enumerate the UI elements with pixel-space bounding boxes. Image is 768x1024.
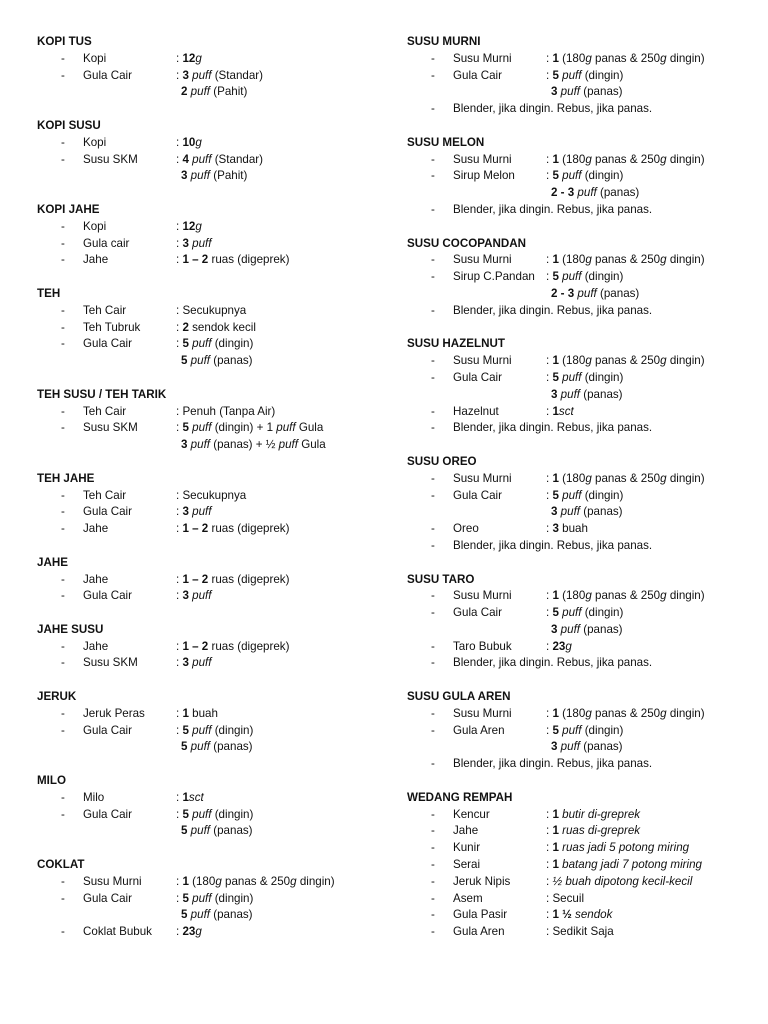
- bullet-dash: -: [61, 68, 65, 82]
- ingredient-name: Teh Cair: [83, 488, 127, 502]
- recipe-title: SUSU MELON: [407, 135, 485, 149]
- instruction-text: Blender, jika dingin. Rebus, jika panas.: [453, 421, 653, 435]
- ingredient-name: Oreo: [453, 522, 479, 536]
- ingredient-line: [407, 840, 762, 857]
- bullet-dash: -: [431, 706, 435, 720]
- bullet-dash: -: [61, 891, 65, 905]
- ingredient-name: Kopi: [83, 219, 107, 233]
- ingredient-name: Susu Murni: [453, 354, 512, 368]
- ingredient-amount: : 1 (180g panas & 250g dingin): [546, 471, 705, 485]
- recipe-kopi-susu: [37, 118, 397, 185]
- ingredient-line: [407, 370, 762, 387]
- ingredient-line: [37, 336, 397, 353]
- ingredient-amount: : 5 puff (dingin): [176, 723, 254, 737]
- bullet-dash: -: [61, 572, 65, 586]
- ingredient-amount: : 2 sendok kecil: [176, 320, 256, 334]
- ingredient-amount: : 3 buah: [546, 522, 588, 536]
- ingredient-line: [37, 303, 397, 320]
- bullet-dash: -: [431, 303, 435, 317]
- recipe-teh: [37, 286, 397, 370]
- ingredient-amount: : 5 puff (dingin): [546, 68, 624, 82]
- ingredient-amount: 3 puff (panas): [551, 740, 623, 754]
- ingredient-amount: 2 puff (Pahit): [181, 85, 248, 99]
- ingredient-line: [407, 353, 762, 370]
- ingredient-name: Susu Murni: [83, 874, 142, 888]
- ingredient-line: [37, 320, 397, 337]
- bullet-dash: -: [431, 807, 435, 821]
- ingredient-name: Susu Murni: [453, 51, 512, 65]
- instruction-line: [407, 756, 762, 773]
- ingredient-name: Susu Murni: [453, 253, 512, 267]
- ingredient-continuation: [37, 907, 397, 924]
- ingredient-line: [37, 68, 397, 85]
- ingredient-name: Jahe: [83, 572, 109, 586]
- ingredient-line: [407, 605, 762, 622]
- ingredient-line: [37, 51, 397, 68]
- ingredient-name: Teh Tubruk: [83, 320, 141, 334]
- ingredient-amount: : Secuil: [546, 891, 585, 905]
- ingredient-continuation: [407, 286, 762, 303]
- bullet-dash: -: [431, 253, 435, 267]
- ingredient-line: [37, 420, 397, 437]
- ingredient-name: Milo: [83, 790, 105, 804]
- ingredient-line: [407, 924, 762, 941]
- ingredient-amount: : Sedikit Saja: [546, 925, 614, 939]
- bullet-dash: -: [431, 202, 435, 216]
- ingredient-line: [37, 807, 397, 824]
- bullet-dash: -: [431, 354, 435, 368]
- ingredient-amount: : 1 (180g panas & 250g dingin): [546, 152, 705, 166]
- ingredient-amount: : 5 puff (dingin): [176, 891, 254, 905]
- instruction-line: [407, 538, 762, 555]
- ingredient-name: Gula Aren: [453, 723, 505, 737]
- ingredient-line: [37, 706, 397, 723]
- ingredient-line: [407, 404, 762, 421]
- ingredient-name: Kunir: [453, 841, 481, 855]
- ingredient-amount: 3 puff (panas) + ½ puff Gula: [181, 438, 326, 452]
- bullet-dash: -: [431, 68, 435, 82]
- ingredient-line: [37, 152, 397, 169]
- ingredient-name: Susu Murni: [453, 152, 512, 166]
- recipe-title: JERUK: [37, 690, 77, 704]
- bullet-dash: -: [61, 723, 65, 737]
- ingredient-line: [407, 907, 762, 924]
- ingredient-continuation: [407, 185, 762, 202]
- recipe-milo: [37, 773, 397, 840]
- ingredient-amount: : 5 puff (dingin): [546, 606, 624, 620]
- recipe-susu-cocopandan: [407, 236, 762, 320]
- ingredient-line: [407, 639, 762, 656]
- ingredient-continuation: [37, 168, 397, 185]
- ingredient-amount: : Penuh (Tanpa Air): [176, 404, 276, 418]
- ingredient-name: Susu SKM: [83, 421, 138, 435]
- ingredient-amount: : 3 puff: [176, 656, 212, 670]
- recipe-title: SUSU MURNI: [407, 35, 481, 48]
- bullet-dash: -: [431, 370, 435, 384]
- bullet-dash: -: [61, 656, 65, 670]
- ingredient-line: [37, 219, 397, 236]
- ingredient-amount: : Secukupnya: [176, 488, 247, 502]
- bullet-dash: -: [431, 488, 435, 502]
- ingredient-continuation: [37, 823, 397, 840]
- ingredient-amount: : 4 puff (Standar): [176, 152, 264, 166]
- ingredient-name: Taro Bubuk: [453, 639, 512, 653]
- bullet-dash: -: [431, 656, 435, 670]
- ingredient-continuation: [37, 739, 397, 756]
- bullet-dash: -: [61, 639, 65, 653]
- ingredient-name: Susu Murni: [453, 706, 512, 720]
- ingredient-name: Gula Cair: [453, 606, 502, 620]
- ingredient-amount: : 1 – 2 ruas (digeprek): [176, 639, 290, 653]
- instruction-text: Blender, jika dingin. Rebus, jika panas.: [453, 656, 653, 670]
- recipe-susu-murni: [407, 34, 762, 118]
- ingredient-line: [37, 655, 397, 672]
- bullet-dash: -: [61, 51, 65, 65]
- bullet-dash: -: [431, 589, 435, 603]
- ingredient-name: Gula Cair: [83, 589, 132, 603]
- recipe-teh-jahe: [37, 471, 397, 538]
- ingredient-line: [407, 252, 762, 269]
- ingredient-line: [407, 823, 762, 840]
- recipe-title: TEH: [37, 286, 61, 300]
- ingredient-amount: : 1 (180g panas & 250g dingin): [546, 253, 705, 267]
- bullet-dash: -: [431, 152, 435, 166]
- ingredient-amount: : 5 puff (dingin): [546, 169, 624, 183]
- bullet-dash: -: [431, 102, 435, 116]
- ingredient-amount: : 3 puff (Standar): [176, 68, 264, 82]
- ingredient-amount: : 1 ruas di-greprek: [546, 824, 641, 838]
- bullet-dash: -: [431, 270, 435, 284]
- ingredient-amount: 5 puff (panas): [181, 908, 253, 922]
- recipe-title: KOPI TUS: [37, 35, 92, 48]
- ingredient-amount: : 1 – 2 ruas (digeprek): [176, 522, 290, 536]
- ingredient-name: Jeruk Nipis: [453, 874, 511, 888]
- ingredient-line: [407, 588, 762, 605]
- ingredient-name: Gula Cair: [83, 505, 132, 519]
- ingredient-amount: 2 - 3 puff (panas): [551, 186, 640, 200]
- instruction-line: [407, 202, 762, 219]
- bullet-dash: -: [431, 169, 435, 183]
- instruction-text: Blender, jika dingin. Rebus, jika panas.: [453, 538, 653, 552]
- recipe-jahe: [37, 555, 397, 605]
- recipe-susu-gula-aren: [407, 689, 762, 773]
- ingredient-name: Jahe: [83, 639, 109, 653]
- ingredient-amount: : 1 (180g panas & 250g dingin): [546, 589, 705, 603]
- ingredient-amount: : 5 puff (dingin): [176, 337, 254, 351]
- ingredient-name: Gula Cair: [83, 337, 132, 351]
- recipe-jahe-susu: [37, 622, 397, 672]
- ingredient-continuation: [37, 84, 397, 101]
- ingredient-continuation: [407, 739, 762, 756]
- ingredient-line: [407, 723, 762, 740]
- ingredient-amount: : 1 (180g panas & 250g dingin): [176, 874, 335, 888]
- ingredient-line: [407, 874, 762, 891]
- ingredient-line: [407, 521, 762, 538]
- recipe-title: SUSU GULA AREN: [407, 690, 511, 704]
- ingredient-line: [37, 252, 397, 269]
- bullet-dash: -: [431, 925, 435, 939]
- bullet-dash: -: [61, 925, 65, 939]
- ingredient-amount: : 3 puff: [176, 505, 212, 519]
- ingredient-amount: : 1 ruas jadi 5 potong miring: [546, 841, 690, 855]
- ingredient-line: [37, 572, 397, 589]
- ingredient-amount: 3 puff (panas): [551, 85, 623, 99]
- ingredient-line: [37, 891, 397, 908]
- recipe-kopi-tus: [37, 34, 397, 101]
- ingredient-line: [407, 891, 762, 908]
- recipe-teh-susu-teh-tarik: [37, 387, 397, 454]
- bullet-dash: -: [61, 874, 65, 888]
- ingredient-name: Gula Cair: [453, 68, 502, 82]
- ingredient-name: Gula Cair: [83, 891, 132, 905]
- instruction-text: Blender, jika dingin. Rebus, jika panas.: [453, 202, 653, 216]
- ingredient-amount: 5 puff (panas): [181, 740, 253, 754]
- ingredient-amount: : 23g: [176, 925, 202, 939]
- ingredient-name: Serai: [453, 858, 481, 872]
- ingredient-name: Jahe: [453, 824, 479, 838]
- ingredient-line: [37, 924, 397, 941]
- bullet-dash: -: [431, 538, 435, 552]
- ingredient-line: [407, 68, 762, 85]
- ingredient-continuation: [407, 504, 762, 521]
- recipe-wedang-rempah: [407, 790, 762, 941]
- ingredient-line: [407, 51, 762, 68]
- ingredient-amount: : 1sct: [546, 404, 574, 418]
- ingredient-name: Jahe: [83, 522, 109, 536]
- recipe-title: TEH SUSU / TEH TARIK: [37, 387, 167, 401]
- ingredient-amount: : 10g: [176, 135, 202, 149]
- ingredient-amount: : 1 batang jadi 7 potong miring: [546, 858, 702, 872]
- ingredient-name: Jeruk Peras: [83, 706, 145, 720]
- ingredient-amount: : 1 butir di-greprek: [546, 807, 641, 821]
- instruction-line: [407, 655, 762, 672]
- ingredient-name: Teh Cair: [83, 303, 127, 317]
- ingredient-name: Gula Pasir: [453, 908, 508, 922]
- recipe-title: SUSU OREO: [407, 454, 477, 468]
- recipe-title: MILO: [37, 774, 66, 788]
- ingredient-line: [37, 135, 397, 152]
- recipe-susu-oreo: [407, 454, 762, 555]
- ingredient-name: Gula Cair: [83, 723, 132, 737]
- ingredient-line: [37, 790, 397, 807]
- ingredient-line: [37, 874, 397, 891]
- bullet-dash: -: [61, 337, 65, 351]
- ingredient-line: [37, 504, 397, 521]
- ingredient-line: [407, 168, 762, 185]
- ingredient-name: Sirup C.Pandan: [453, 270, 535, 284]
- ingredient-line: [37, 404, 397, 421]
- ingredient-amount: : 12g: [176, 51, 202, 65]
- ingredient-line: [407, 488, 762, 505]
- ingredient-amount: 3 puff (panas): [551, 505, 623, 519]
- ingredient-amount: : 1 (180g panas & 250g dingin): [546, 51, 705, 65]
- bullet-dash: -: [61, 807, 65, 821]
- bullet-dash: -: [61, 706, 65, 720]
- ingredient-amount: : 1sct: [176, 790, 204, 804]
- ingredient-amount: : 23g: [546, 639, 572, 653]
- ingredient-name: Gula Cair: [83, 807, 132, 821]
- ingredient-amount: : 5 puff (dingin): [546, 370, 624, 384]
- ingredient-amount: : 5 puff (dingin): [546, 723, 624, 737]
- bullet-dash: -: [61, 219, 65, 233]
- ingredient-amount: 2 - 3 puff (panas): [551, 286, 640, 300]
- ingredient-amount: 3 puff (panas): [551, 387, 623, 401]
- ingredient-amount: : 1 – 2 ruas (digeprek): [176, 572, 290, 586]
- bullet-dash: -: [61, 589, 65, 603]
- recipe-susu-melon: [407, 135, 762, 219]
- ingredient-amount: : 3 puff: [176, 589, 212, 603]
- ingredient-continuation: [407, 622, 762, 639]
- right-recipe-column: [407, 34, 762, 958]
- bullet-dash: -: [61, 421, 65, 435]
- recipe-coklat: [37, 857, 397, 941]
- ingredient-name: Susu Murni: [453, 589, 512, 603]
- ingredient-name: Gula Aren: [453, 925, 505, 939]
- bullet-dash: -: [61, 135, 65, 149]
- recipe-title: TEH JAHE: [37, 471, 95, 485]
- ingredient-amount: : 1 (180g panas & 250g dingin): [546, 706, 705, 720]
- ingredient-name: Sirup Melon: [453, 169, 515, 183]
- ingredient-name: Gula Cair: [453, 370, 502, 384]
- ingredient-amount: : 5 puff (dingin) + 1 puff Gula: [176, 421, 324, 435]
- recipe-title: SUSU TARO: [407, 572, 475, 586]
- ingredient-continuation: [37, 437, 397, 454]
- recipe-title: KOPI JAHE: [37, 202, 100, 216]
- ingredient-line: [407, 807, 762, 824]
- bullet-dash: -: [61, 790, 65, 804]
- instruction-line: [407, 101, 762, 118]
- bullet-dash: -: [61, 505, 65, 519]
- ingredient-name: Susu Murni: [453, 471, 512, 485]
- ingredient-line: [37, 639, 397, 656]
- ingredient-amount: : Secukupnya: [176, 303, 247, 317]
- bullet-dash: -: [431, 824, 435, 838]
- bullet-dash: -: [431, 891, 435, 905]
- ingredient-name: Hazelnut: [453, 404, 499, 418]
- ingredient-amount: 5 puff (panas): [181, 824, 253, 838]
- bullet-dash: -: [431, 874, 435, 888]
- ingredient-name: Kopi: [83, 135, 107, 149]
- ingredient-name: Teh Cair: [83, 404, 127, 418]
- recipe-title: COKLAT: [37, 858, 85, 872]
- instruction-line: [407, 420, 762, 437]
- ingredient-amount: : 5 puff (dingin): [176, 807, 254, 821]
- ingredient-name: Kopi: [83, 51, 107, 65]
- bullet-dash: -: [431, 639, 435, 653]
- instruction-line: [407, 303, 762, 320]
- ingredient-line: [407, 857, 762, 874]
- bullet-dash: -: [431, 404, 435, 418]
- ingredient-continuation: [37, 353, 397, 370]
- ingredient-line: [37, 488, 397, 505]
- ingredient-amount: : ½ buah dipotong kecil-kecil: [546, 874, 693, 888]
- bullet-dash: -: [61, 303, 65, 317]
- ingredient-continuation: [407, 387, 762, 404]
- ingredient-line: [37, 723, 397, 740]
- ingredient-name: Asem: [453, 891, 483, 905]
- bullet-dash: -: [61, 404, 65, 418]
- recipe-title: WEDANG REMPAH: [407, 790, 513, 804]
- instruction-text: Blender, jika dingin. Rebus, jika panas.: [453, 102, 653, 116]
- left-recipe-column: [37, 34, 397, 958]
- bullet-dash: -: [431, 757, 435, 771]
- bullet-dash: -: [431, 723, 435, 737]
- bullet-dash: -: [431, 908, 435, 922]
- ingredient-name: Susu SKM: [83, 656, 138, 670]
- ingredient-amount: : 1 – 2 ruas (digeprek): [176, 253, 290, 267]
- ingredient-name: Coklat Bubuk: [83, 925, 152, 939]
- instruction-text: Blender, jika dingin. Rebus, jika panas.: [453, 303, 653, 317]
- ingredient-name: Kencur: [453, 807, 490, 821]
- bullet-dash: -: [431, 858, 435, 872]
- ingredient-name: Jahe: [83, 253, 109, 267]
- bullet-dash: -: [431, 522, 435, 536]
- ingredient-name: Gula Cair: [83, 68, 132, 82]
- ingredient-line: [37, 521, 397, 538]
- ingredient-amount: : 1 ½ sendok: [546, 908, 613, 922]
- bullet-dash: -: [431, 606, 435, 620]
- recipe-susu-hazelnut: [407, 336, 762, 437]
- ingredient-amount: : 1 (180g panas & 250g dingin): [546, 354, 705, 368]
- ingredient-name: Susu SKM: [83, 152, 138, 166]
- recipe-title: JAHE: [37, 555, 68, 569]
- bullet-dash: -: [61, 152, 65, 166]
- recipe-kopi-jahe: [37, 202, 397, 269]
- ingredient-line: [37, 236, 397, 253]
- ingredient-amount: 3 puff (Pahit): [181, 169, 248, 183]
- bullet-dash: -: [61, 522, 65, 536]
- instruction-text: Blender, jika dingin. Rebus, jika panas.: [453, 757, 653, 771]
- ingredient-amount: 3 puff (panas): [551, 622, 623, 636]
- bullet-dash: -: [61, 488, 65, 502]
- bullet-dash: -: [61, 236, 65, 250]
- bullet-dash: -: [431, 471, 435, 485]
- ingredient-line: [37, 588, 397, 605]
- recipe-title: SUSU COCOPANDAN: [407, 236, 526, 250]
- bullet-dash: -: [431, 51, 435, 65]
- ingredient-amount: : 3 puff: [176, 236, 212, 250]
- bullet-dash: -: [61, 253, 65, 267]
- bullet-dash: -: [61, 320, 65, 334]
- bullet-dash: -: [431, 421, 435, 435]
- recipe-title: SUSU HAZELNUT: [407, 337, 505, 351]
- ingredient-line: [407, 269, 762, 286]
- ingredient-continuation: [407, 84, 762, 101]
- recipe-jeruk: [37, 689, 397, 756]
- bullet-dash: -: [431, 841, 435, 855]
- recipe-susu-taro: [407, 572, 762, 673]
- ingredient-amount: : 1 buah: [176, 706, 218, 720]
- ingredient-line: [407, 471, 762, 488]
- ingredient-line: [407, 152, 762, 169]
- ingredient-amount: : 12g: [176, 219, 202, 233]
- ingredient-name: Gula cair: [83, 236, 130, 250]
- recipe-title: JAHE SUSU: [37, 622, 104, 636]
- ingredient-amount: 5 puff (panas): [181, 354, 253, 368]
- ingredient-name: Gula Cair: [453, 488, 502, 502]
- ingredient-amount: : 5 puff (dingin): [546, 270, 624, 284]
- ingredient-amount: : 5 puff (dingin): [546, 488, 624, 502]
- recipe-title: KOPI SUSU: [37, 118, 101, 132]
- ingredient-line: [407, 706, 762, 723]
